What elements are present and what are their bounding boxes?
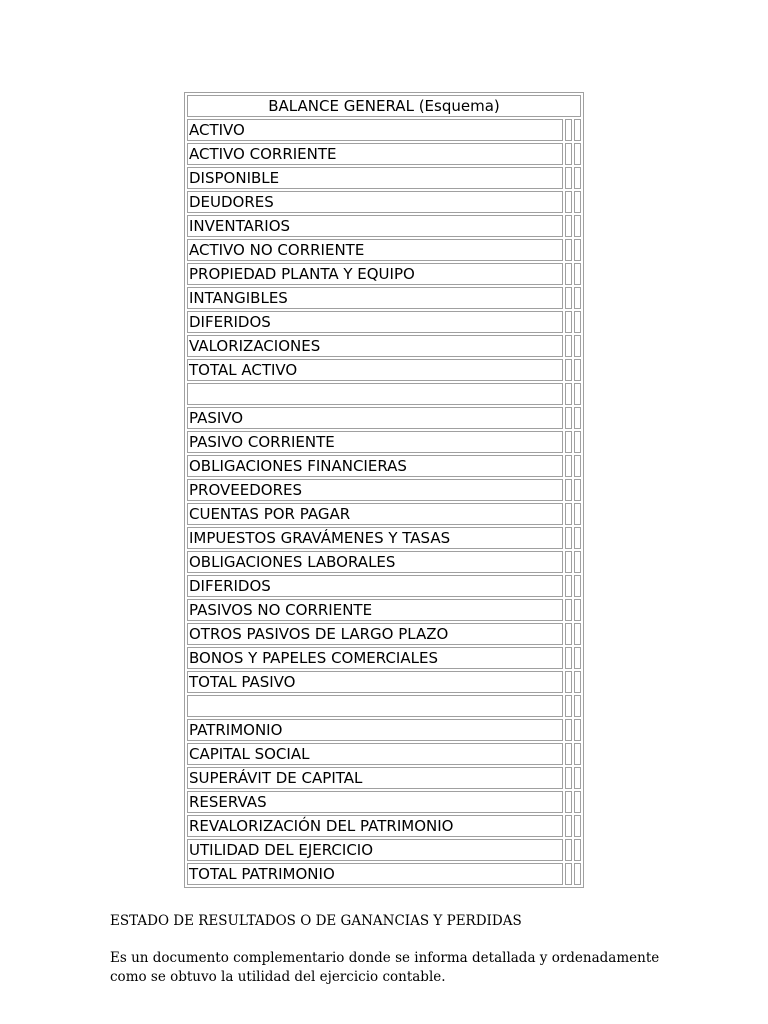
table-row <box>187 503 581 525</box>
account-label: INTANGIBLES <box>187 287 563 309</box>
table-row <box>187 455 581 477</box>
table-row <box>187 167 581 189</box>
table-row <box>187 671 581 693</box>
table-row <box>187 287 581 309</box>
value-cell <box>565 143 572 165</box>
value-cell <box>565 191 572 213</box>
table-row <box>187 359 581 381</box>
table-row <box>187 191 581 213</box>
value-cell <box>574 623 581 645</box>
table-row <box>187 527 581 549</box>
account-label: BONOS Y PAPELES COMERCIALES <box>187 647 563 669</box>
table-row <box>187 263 581 285</box>
account-label: REVALORIZACIÓN DEL PATRIMONIO <box>187 815 563 837</box>
value-cell <box>565 335 572 357</box>
value-cell <box>565 815 572 837</box>
table-row <box>187 215 581 237</box>
value-cell <box>565 671 572 693</box>
account-label: SUPERÁVIT DE CAPITAL <box>187 767 563 789</box>
value-cell <box>574 479 581 501</box>
value-cell <box>565 695 572 717</box>
account-label: IMPUESTOS GRAVÁMENES Y TASAS <box>187 527 563 549</box>
table-row <box>187 575 581 597</box>
value-cell <box>574 551 581 573</box>
account-label: OTROS PASIVOS DE LARGO PLAZO <box>187 623 563 645</box>
value-cell <box>574 815 581 837</box>
table-row <box>187 599 581 621</box>
value-cell <box>565 431 572 453</box>
table-row <box>187 791 581 813</box>
table-row <box>187 815 581 837</box>
value-cell <box>565 647 572 669</box>
value-cell <box>574 287 581 309</box>
table-row <box>187 407 581 429</box>
value-cell <box>565 623 572 645</box>
table-row <box>187 743 581 765</box>
value-cell <box>574 335 581 357</box>
table-row <box>187 479 581 501</box>
account-label: OBLIGACIONES FINANCIERAS <box>187 455 563 477</box>
account-label <box>187 383 563 405</box>
value-cell <box>574 647 581 669</box>
value-cell <box>574 575 581 597</box>
value-cell <box>574 215 581 237</box>
value-cell <box>565 767 572 789</box>
account-label: DIFERIDOS <box>187 575 563 597</box>
value-cell <box>565 551 572 573</box>
account-label: UTILIDAD DEL EJERCICIO <box>187 839 563 861</box>
value-cell <box>565 215 572 237</box>
account-label <box>187 695 563 717</box>
value-cell <box>574 143 581 165</box>
value-cell <box>574 167 581 189</box>
value-cell <box>565 263 572 285</box>
value-cell <box>574 407 581 429</box>
account-label: CAPITAL SOCIAL <box>187 743 563 765</box>
balance-general-table <box>184 92 584 888</box>
value-cell <box>565 407 572 429</box>
account-label: OBLIGACIONES LABORALES <box>187 551 563 573</box>
value-cell <box>574 191 581 213</box>
value-cell <box>574 791 581 813</box>
value-cell <box>574 839 581 861</box>
value-cell <box>565 479 572 501</box>
value-cell <box>565 167 572 189</box>
value-cell <box>565 743 572 765</box>
value-cell <box>565 575 572 597</box>
account-label: TOTAL PATRIMONIO <box>187 863 563 885</box>
value-cell <box>574 743 581 765</box>
table-row <box>187 647 581 669</box>
value-cell <box>574 119 581 141</box>
value-cell <box>574 695 581 717</box>
table-row <box>187 719 581 741</box>
value-cell <box>574 863 581 885</box>
account-label: INVENTARIOS <box>187 215 563 237</box>
value-cell <box>574 719 581 741</box>
value-cell <box>565 839 572 861</box>
account-label: PASIVO <box>187 407 563 429</box>
value-cell <box>565 119 572 141</box>
value-cell <box>565 455 572 477</box>
table-row <box>187 239 581 261</box>
account-label: ACTIVO NO CORRIENTE <box>187 239 563 261</box>
value-cell <box>574 239 581 261</box>
table-row <box>187 767 581 789</box>
table-row-blank <box>187 695 581 717</box>
account-label: PROVEEDORES <box>187 479 563 501</box>
value-cell <box>565 239 572 261</box>
value-cell <box>565 383 572 405</box>
table-row <box>187 143 581 165</box>
table-row <box>187 623 581 645</box>
account-label: TOTAL PASIVO <box>187 671 563 693</box>
value-cell <box>565 359 572 381</box>
account-label: PASIVOS NO CORRIENTE <box>187 599 563 621</box>
account-label: PROPIEDAD PLANTA Y EQUIPO <box>187 263 563 285</box>
account-label: ACTIVO CORRIENTE <box>187 143 563 165</box>
account-label: ACTIVO <box>187 119 563 141</box>
account-label: VALORIZACIONES <box>187 335 563 357</box>
account-label: DISPONIBLE <box>187 167 563 189</box>
account-label: DEUDORES <box>187 191 563 213</box>
value-cell <box>565 503 572 525</box>
value-cell <box>574 359 581 381</box>
section-heading: ESTADO DE RESULTADOS O DE GANANCIAS Y PERDIDAS <box>110 913 522 929</box>
value-cell <box>565 599 572 621</box>
value-cell <box>574 455 581 477</box>
value-cell <box>565 863 572 885</box>
table-row <box>187 335 581 357</box>
value-cell <box>574 311 581 333</box>
value-cell <box>574 263 581 285</box>
table-row <box>187 119 581 141</box>
table-row <box>187 311 581 333</box>
value-cell <box>574 599 581 621</box>
value-cell <box>574 527 581 549</box>
value-cell <box>565 719 572 741</box>
table-row-blank <box>187 383 581 405</box>
balance-table-body <box>187 95 581 885</box>
account-label: PATRIMONIO <box>187 719 563 741</box>
table-row <box>187 839 581 861</box>
account-label: PASIVO CORRIENTE <box>187 431 563 453</box>
value-cell <box>565 287 572 309</box>
section-paragraph: Es un documento complementario donde se informa detallada y ordenadamente como se obtuvo la utilidad del ejercicio contable. <box>110 950 660 985</box>
table-row <box>187 431 581 453</box>
value-cell <box>574 503 581 525</box>
table-title: BALANCE GENERAL (Esquema) <box>187 95 581 117</box>
account-label: DIFERIDOS <box>187 311 563 333</box>
account-label: CUENTAS POR PAGAR <box>187 503 563 525</box>
account-label: TOTAL ACTIVO <box>187 359 563 381</box>
value-cell <box>574 431 581 453</box>
table-row <box>187 863 581 885</box>
account-label: RESERVAS <box>187 791 563 813</box>
value-cell <box>565 311 572 333</box>
value-cell <box>574 383 581 405</box>
value-cell <box>565 791 572 813</box>
value-cell <box>565 527 572 549</box>
value-cell <box>574 671 581 693</box>
table-title-row <box>187 95 581 117</box>
value-cell <box>574 767 581 789</box>
table-row <box>187 551 581 573</box>
